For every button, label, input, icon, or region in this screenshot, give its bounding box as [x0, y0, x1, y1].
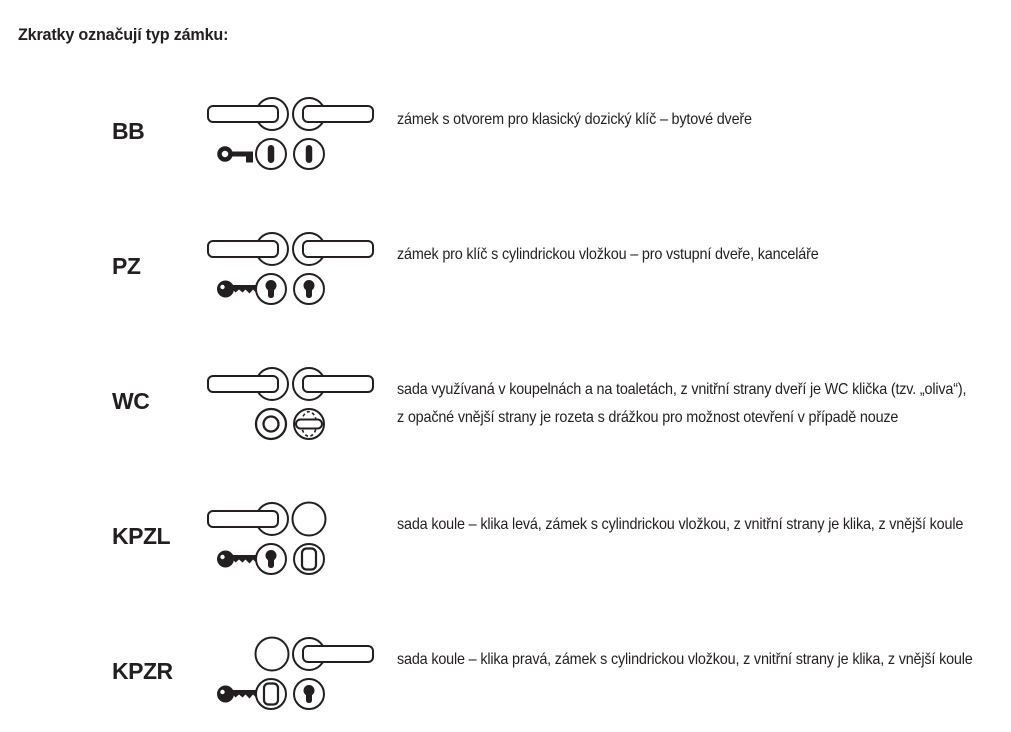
bb-keyhole-rosette-icon [294, 139, 324, 169]
lever-handle-left-icon [208, 503, 288, 535]
lock-hardware-icons [205, 625, 380, 717]
lever-handle-left-icon [208, 368, 288, 400]
blind-rosette-icon [294, 544, 324, 574]
lever-handle-right-icon [293, 368, 373, 400]
bb-keyhole-rosette-icon [256, 139, 286, 169]
lock-hardware-icons [205, 355, 380, 447]
lock-hardware-icons [205, 220, 380, 312]
description-line: z opačné vnější strany je rozeta s drážkou pro možnost otevření v případě nouze [397, 409, 899, 426]
lock-code-label: KPZR [112, 658, 173, 684]
row-kpzr [0, 625, 1011, 732]
lever-handle-left-icon [208, 233, 288, 265]
lever-handle-right-icon [293, 98, 373, 130]
description-line: sada koule – klika levá, zámek s cylindrickou vložkou, z vnitřní strany je klika, z vnější koule [397, 516, 964, 533]
row-wc [0, 355, 1011, 490]
pz-keyhole-rosette-icon [294, 274, 324, 304]
description-line: sada využívaná v koupelnách a na toaletách, z vnitřní strany dveří je WC klička (tzv. „oliva“), [397, 381, 967, 398]
lock-code-label: BB [112, 118, 145, 144]
lock-code-label: KPZL [112, 523, 171, 549]
cylinder-key-icon [217, 686, 260, 703]
wc-emergency-rosette-icon [256, 409, 286, 439]
description-line: sada koule – klika pravá, zámek s cylindrickou vložkou, z vnitřní strany je klika, z vnější koule [397, 651, 973, 668]
cylinder-key-icon [217, 551, 260, 568]
lock-code-label: WC [112, 388, 150, 414]
description-line: zámek s otvorem pro klasický dozický klíč – bytové dveře [397, 111, 752, 128]
lever-handle-right-icon [293, 638, 373, 670]
cylinder-key-icon [217, 281, 260, 298]
page-title: Zkratky označují typ zámku: [18, 25, 229, 44]
lever-handle-right-icon [293, 233, 373, 265]
lock-hardware-icons [205, 490, 380, 582]
row-bb [0, 85, 1011, 220]
lock-description [397, 511, 963, 539]
lever-handle-left-icon [208, 98, 288, 130]
knob-icon [293, 503, 326, 536]
pz-keyhole-rosette-icon [256, 544, 286, 574]
blind-rosette-icon [256, 679, 286, 709]
pz-keyhole-rosette-icon [294, 679, 324, 709]
row-kpzl [0, 490, 1011, 625]
knob-icon [256, 638, 289, 671]
classic-key-icon [220, 149, 254, 163]
description-line: zámek pro klíč s cylindrickou vložkou – pro vstupní dveře, kanceláře [397, 246, 819, 263]
lock-description [397, 106, 752, 134]
wc-oliva-rosette-icon [294, 409, 324, 439]
lock-description [397, 241, 819, 269]
lock-hardware-icons [205, 85, 380, 177]
lock-description [397, 646, 973, 674]
lock-description [397, 376, 966, 432]
row-pz [0, 220, 1011, 355]
lock-code-label: PZ [112, 253, 141, 279]
pz-keyhole-rosette-icon [256, 274, 286, 304]
